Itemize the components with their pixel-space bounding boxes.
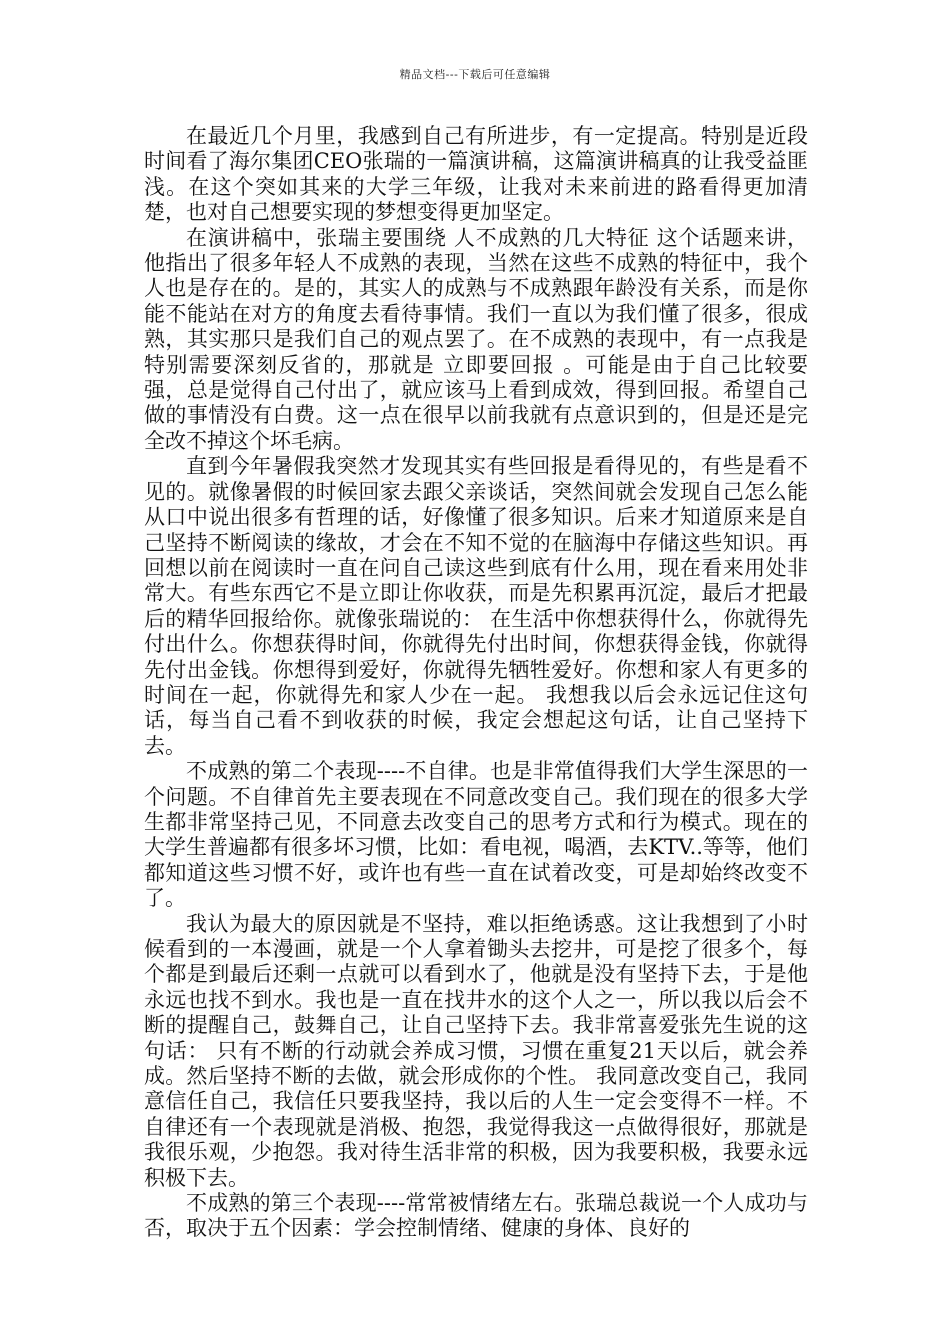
paragraph: 在演讲稿中，张瑞主要围绕 人不成熟的几大特征 这个话题来讲，他指出了很多年轻人不成熟的表现，当然在这些不成熟的特征中，我个人也是存在的。是的，其实人的成熟与不成熟跟年龄没有关系，而是你能不能站在对方的角度去看待事情。我们一直以为我们懂了很多，很成熟，其实那只是我们自己的观点罢了。在不成熟的表现中，有一点我是特别需要深刻反省的，那就是 立即要回报 。可能是由于自己比较要强，总是觉得自己付出了，就应该马上看到成效，得到回报。希望自己做的事情没有白费。这一点在很早以前我就有点意识到的，但是还是完全改不掉这个坏毛病。 (144, 225, 808, 453)
document-body (144, 124, 808, 1242)
paragraph: 在最近几个月里，我感到自己有所进步，有一定提高。特别是近段时间看了海尔集团CEO张瑞的一篇演讲稿，这篇演讲稿真的让我受益匪浅。在这个突如其来的大学三年级，让我对未来前进的路看得更加清楚，也对自己想要实现的梦想变得更加坚定。 (144, 124, 808, 225)
paragraph: 不成熟的第三个表现----常常被情绪左右。张瑞总裁说一个人成功与否，取决于五个因素：学会控制情绪、健康的身体、良好的 (144, 1191, 808, 1241)
page-header: 精品文档---下载后可任意编辑 (399, 68, 551, 81)
paragraph: 我认为最大的原因就是不坚持，难以拒绝诱惑。这让我想到了小时候看到的一本漫画，就是一个人拿着锄头去挖井，可是挖了很多个，每个都是到最后还剩一点就可以看到水了，他就是没有坚持下去，于是他永远也找不到水。我也是一直在找井水的这个人之一，所以我以后会不断的提醒自己，鼓舞自己，让自己坚持下去。我非常喜爱张先生说的这句话： 只有不断的行动就会养成习惯，习惯在重复21天以后，就会养成。然后坚持不断的去做，就会形成你的个性。 我同意改变自己，我同意信任自己，我信任只要我坚持，我以后的人生一定会变得不一样。不自律还有一个表现就是消极、抱怨，我觉得我这一点做得很好，那就是我很乐观，少抱怨。我对待生活非常的积极，因为我要积极，我要永远积极下去。 (144, 911, 808, 1190)
paragraph: 直到今年暑假我突然才发现其实有些回报是看得见的，有些是看不见的。就像暑假的时候回家去跟父亲谈话，突然间就会发现自己怎么能从口中说出很多有哲理的话，好像懂了很多知识。后来才知道原来是自己坚持不断阅读的缘故，才会在不知不觉的在脑海中存储这些知识。再回想以前在阅读时一直在问自己读这些到底有什么用，现在看来用处非常大。有些东西它不是立即让你收获，而是先积累再沉淀，最后才把最后的精华回报给你。就像张瑞说的： 在生活中你想获得什么，你就得先付出什么。你想获得时间，你就得先付出时间，你想获得金钱，你就得先付出金钱。你想得到爱好，你就得先牺牲爱好。你想和家人有更多的时间在一起，你就得先和家人少在一起。 我想我以后会永远记住这句话，每当自己看不到收获的时候，我定会想起这句话，让自己坚持下去。 (144, 454, 808, 758)
paragraph: 不成熟的第二个表现----不自律。也是非常值得我们大学生深思的一个问题。不自律首先主要表现在不同意改变自己。我们现在的很多大学生都非常坚持己见，不同意去改变自己的思考方式和行为模式。现在的大学生普遍都有很多坏习惯，比如：看电视，喝酒，去KTV..等等，他们都知道这些习惯不好，或许也有些一直在试着改变，可是却始终改变不了。 (144, 759, 808, 911)
